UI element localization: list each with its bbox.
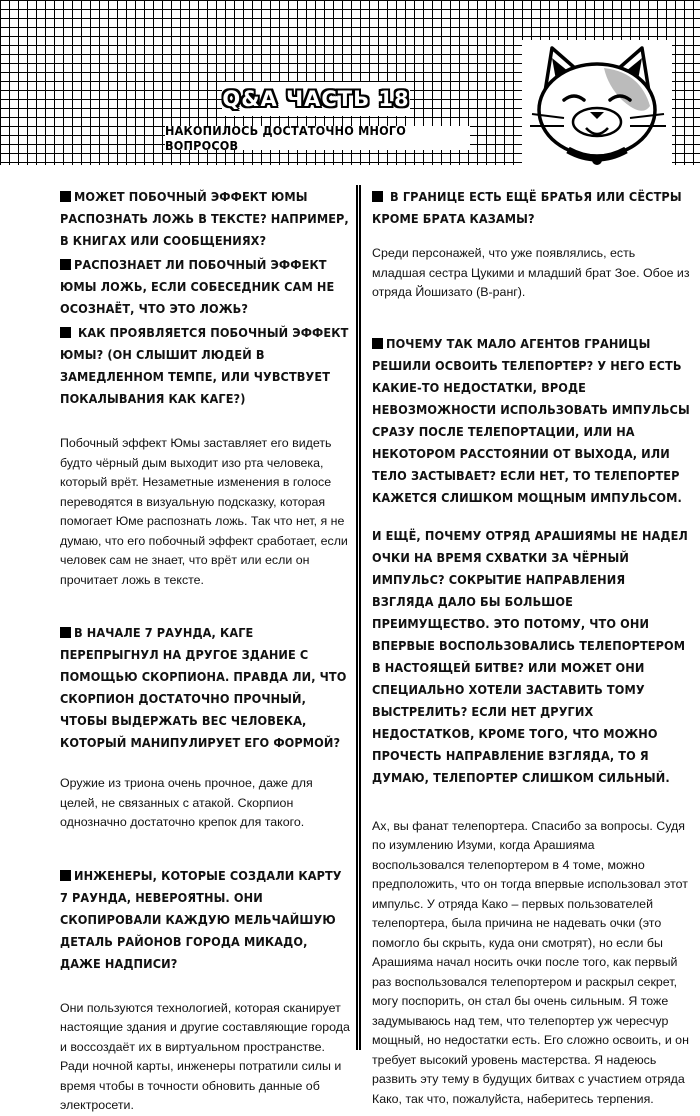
answer-5: Ах, вы фанат телепортера. Спасибо за вопросы. Судя по изумлению Изуми, когда Арашияма воспользовался телепортером в 4 томе, можно предположить, что он тогда впервые использовал этот импульс. У отряда Како – первых пользователей телепортера, была причина не надевать очки (это помогло бы скрыть, куда они смотрят), но если бы Арашияма начал носить очки после того, как первый раз воспользовался телепортером и раскрыл секрет, могу поспорить, он стал бы очень сильным. Я тоже задумываюсь над тем, что телепортер уж чересчур мощный, но недостатки есть. Его сложно освоить, и он требует высокий уровень мастерства. Я надеюсь развить эту тему в будущих битвах с участием отряда Како, так что, пожалуйста, наберитесь терпения. [372,817,690,1110]
bullet-square-icon [60,191,71,202]
answer-2: Оружие из триона очень прочное, даже для целей, не связанных с атакой. Скорпион однозначно достаточно крепок для такого. [60,776,313,829]
bullet-square-icon [60,259,71,270]
answer-3: Они пользуются технологией, которая сканирует настоящие здания и другие составляющие города и воссоздаёт их в виртуальном пространстве. Ради ночной карты, инженеры потратили силы и время чтобы в точности обновить данные об электросети. [60,1000,350,1112]
bullet-square-icon [372,338,383,349]
title-box [222,82,410,116]
cat-mascot-icon [522,40,672,170]
question-4: В НАЧАЛЕ 7 РАУНДА, КАГЕ ПЕРЕПРЫГНУЛ НА ДРУГОЕ ЗДАНИЕ С ПОМОЩЬЮ СКОРПИОНА. ПРАВДА ЛИ, ЧТО СКОРПИОН ДОСТАТОЧНО ПРОЧНЫЙ, ЧТОБЫ ВЫДЕРЖАТЬ ВЕС ЧЕЛОВЕКА, КОТОРЫЙ МАНИПУЛИРУЕТ ЕГО ФОРМОЙ? [60,625,347,750]
answer-4: Среди персонажей, что уже появлялись, есть младшая сестра Цукими и младший брат Зое. Обое из отряда Йошизато (B-ранг). [372,246,690,299]
left-column [60,186,350,1116]
column-divider [356,185,361,1050]
right-column [372,186,690,1109]
answer-1: Побочный эффект Юмы заставляет его видеть будто чёрный дым выходит изо рта человека, который врёт. Незаметные изменения в голосе переводятся в визуальную подсказку, которая помогает Юме распознать ложь. Так что нет, я не думаю, что его побочный эффект сработает, если человек сам не знает, что врёт или если он прочитает ложь в тексте. [60,436,348,587]
bullet-square-icon [60,327,71,338]
subtitle-box [165,123,470,153]
bullet-square-icon [60,627,71,638]
question-6: В ГРАНИЦЕ ЕСТЬ ЕЩЁ БРАТЬЯ ИЛИ СЁСТРЫ КРОМЕ БРАТА КАЗАМЫ? [372,189,682,226]
page-subtitle: НАКОПИЛОСЬ ДОСТАТОЧНО МНОГО ВОПРОСОВ [165,123,407,153]
page-title: Q&A ЧАСТЬ 18 [222,87,410,111]
question-8: И ЕЩЁ, ПОЧЕМУ ОТРЯД АРАШИЯМЫ НЕ НАДЕЛ ОЧКИ НА ВРЕМЯ СХВАТКИ ЗА ЧЁРНЫЙ ИМПУЛЬС? СОКРЫТИЕ НАПРАВЛЕНИЯ ВЗГЛЯДА ДАЛО БЫ БОЛЬШОЕ ПРЕИМУЩЕСТВО. ЭТО ПОТОМУ, ЧТО ОНИ ВПЕРВЫЕ ВОСПОЛЬЗОВАЛИСЬ ТЕЛЕПОРТЕРОМ В НАСТОЯЩЕЙ БИТВЕ? ИЛИ МОЖЕТ ОНИ СПЕЦИАЛЬНО ХОТЕЛИ ЗАСТАВИТЬ ТОМУ ВЫСТРЕЛИТЬ? ЕСЛИ НЕТ ДРУГИХ НЕДОСТАТКОВ, КРОМЕ ТОГО, ЧТО МОЖНО ПРОЧЕСТЬ НАПРАВЛЕНИЕ ВЗГЛЯДА, ТО Я ДУМАЮ, ТЕЛЕПОРТЕР СЛИШКОМ СИЛЬНЫЙ. [372,527,688,785]
question-7: ПОЧЕМУ ТАК МАЛО АГЕНТОВ ГРАНИЦЫ РЕШИЛИ ОСВОИТЬ ТЕЛЕПОРТЕР? У НЕГО ЕСТЬ КАКИЕ-ТО НЕДОСТАТКИ, ВРОДЕ НЕВОЗМОЖНОСТИ ИСПОЛЬЗОВАТЬ ИМПУЛЬСЫ СРАЗУ ПОСЛЕ ТЕЛЕПОРТАЦИИ, ИЛИ НА НЕКОТОРОМ РАССТОЯНИИ ОТ ВЫХОДА, ИЛИ ТЕЛО ЗАСТЫВАЕТ? ЕСЛИ НЕТ, ТО ТЕЛЕПОРТЕР КАЖЕТСЯ СЛИШКОМ МОЩНЫМ ИМПУЛЬСОМ. [372,335,690,505]
question-2: РАСПОЗНАЕТ ЛИ ПОБОЧНЫЙ ЭФФЕКТ ЮМЫ ЛОЖЬ, ЕСЛИ СОБЕСЕДНИК САМ НЕ ОСОЗНАЁТ, ЧТО ЭТО ЛОЖЬ? [60,257,335,316]
question-5: ИНЖЕНЕРЫ, КОТОРЫЕ СОЗДАЛИ КАРТУ 7 РАУНДА, НЕВЕРОЯТНЫ. ОНИ СКОПИРОВАЛИ КАЖДУЮ МЕЛЬЧАЙШУЮ ДЕТАЛЬ РАЙОНОВ ГОРОДА МИКАДО, ДАЖЕ НАДПИСИ? [60,867,342,971]
question-3: КАК ПРОЯВЛЯЕТСЯ ПОБОЧНЫЙ ЭФФЕКТ ЮМЫ? (ОН СЛЫШИТ ЛЮДЕЙ В ЗАМЕДЛЕННОМ ТЕМПЕ, ИЛИ ЧУВСТВУЕТ ПОКАЛЫВАНИЯ КАК КАГЕ?) [60,325,349,406]
question-1: МОЖЕТ ПОБОЧНЫЙ ЭФФЕКТ ЮМЫ РАСПОЗНАТЬ ЛОЖЬ В ТЕКСТЕ? НАПРИМЕР, В КНИГАХ ИЛИ СООБЩЕНИЯХ? [60,189,349,248]
bullet-square-icon [372,191,383,202]
bullet-square-icon [60,870,71,881]
